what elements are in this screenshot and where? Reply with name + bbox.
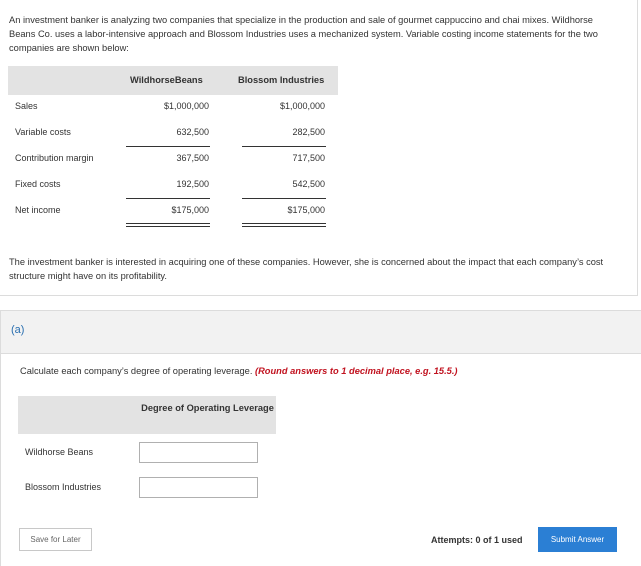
- problem-intro: An investment banker is analyzing two companies that specialize in the production and sale of gourmet cappuccino and chai mixes. Wildhorse Beans Co. uses a labor-intensive approach and Blossom Industries uses a mechanized system. Variable costing income statements for the two companies are shown below:: [9, 15, 598, 53]
- income-statement-table: [8, 66, 338, 225]
- blossom-dol-input[interactable]: [139, 477, 258, 498]
- cell-wildhorse: $175,000: [171, 205, 209, 215]
- table-row-net-income: [8, 199, 338, 225]
- column-header-blossom: Blossom Industries: [238, 75, 325, 85]
- column-header-dol: Degree of Operating Leverage: [141, 403, 274, 413]
- rounding-hint: (Round answers to 1 decimal place, e.g. 15.5.): [255, 366, 458, 376]
- banker-note: The investment banker is interested in acquiring one of these companies. However, she is concerned about the impact that each company’s cost structure might have on its profitability.: [9, 257, 604, 281]
- table-header: [8, 66, 338, 95]
- cell-wildhorse: 192,500: [176, 179, 209, 189]
- part-header: [1, 311, 641, 354]
- total-double-rule: [242, 226, 326, 227]
- part-letter: (a): [11, 324, 25, 336]
- cell-wildhorse: $1,000,000: [163, 101, 209, 111]
- table-row-variable-costs: [8, 121, 338, 147]
- row-label: Fixed costs: [15, 179, 61, 189]
- column-header-wildhorse: WildhorseBeans: [130, 75, 203, 85]
- answer-row-blossom: [18, 469, 276, 504]
- cell-blossom: $1,000,000: [279, 101, 325, 111]
- row-label: Sales: [15, 101, 38, 111]
- table-row-sales: [8, 95, 338, 121]
- question-prompt: Calculate each company’s degree of operating leverage.: [20, 366, 253, 376]
- total-double-rule: [126, 226, 210, 227]
- cell-wildhorse: 367,500: [176, 153, 209, 163]
- row-label: Blossom Industries: [25, 482, 102, 492]
- table-row-fixed-costs: [8, 173, 338, 199]
- cell-blossom: 717,500: [292, 153, 325, 163]
- total-double-rule: [242, 223, 326, 224]
- cell-blossom: 542,500: [292, 179, 325, 189]
- cell-blossom: 282,500: [292, 127, 325, 137]
- row-label: Variable costs: [15, 127, 71, 137]
- total-double-rule: [126, 223, 210, 224]
- question-text: [20, 366, 458, 376]
- row-label: Net income: [15, 205, 61, 215]
- dol-answer-table: [18, 396, 276, 504]
- wildhorse-dol-input[interactable]: [139, 442, 258, 463]
- table-row-contribution-margin: [8, 147, 338, 173]
- submit-answer-button[interactable]: Submit Answer: [538, 527, 617, 552]
- part-a-panel: [0, 310, 641, 566]
- save-for-later-button[interactable]: Save for Later: [19, 528, 92, 551]
- table-header: [18, 396, 276, 434]
- attempts-counter: Attempts: 0 of 1 used: [431, 535, 523, 545]
- cell-blossom: $175,000: [287, 205, 325, 215]
- row-label: Contribution margin: [15, 153, 94, 163]
- cell-wildhorse: 632,500: [176, 127, 209, 137]
- row-label: Wildhorse Beans: [25, 447, 94, 457]
- answer-row-wildhorse: [18, 434, 276, 469]
